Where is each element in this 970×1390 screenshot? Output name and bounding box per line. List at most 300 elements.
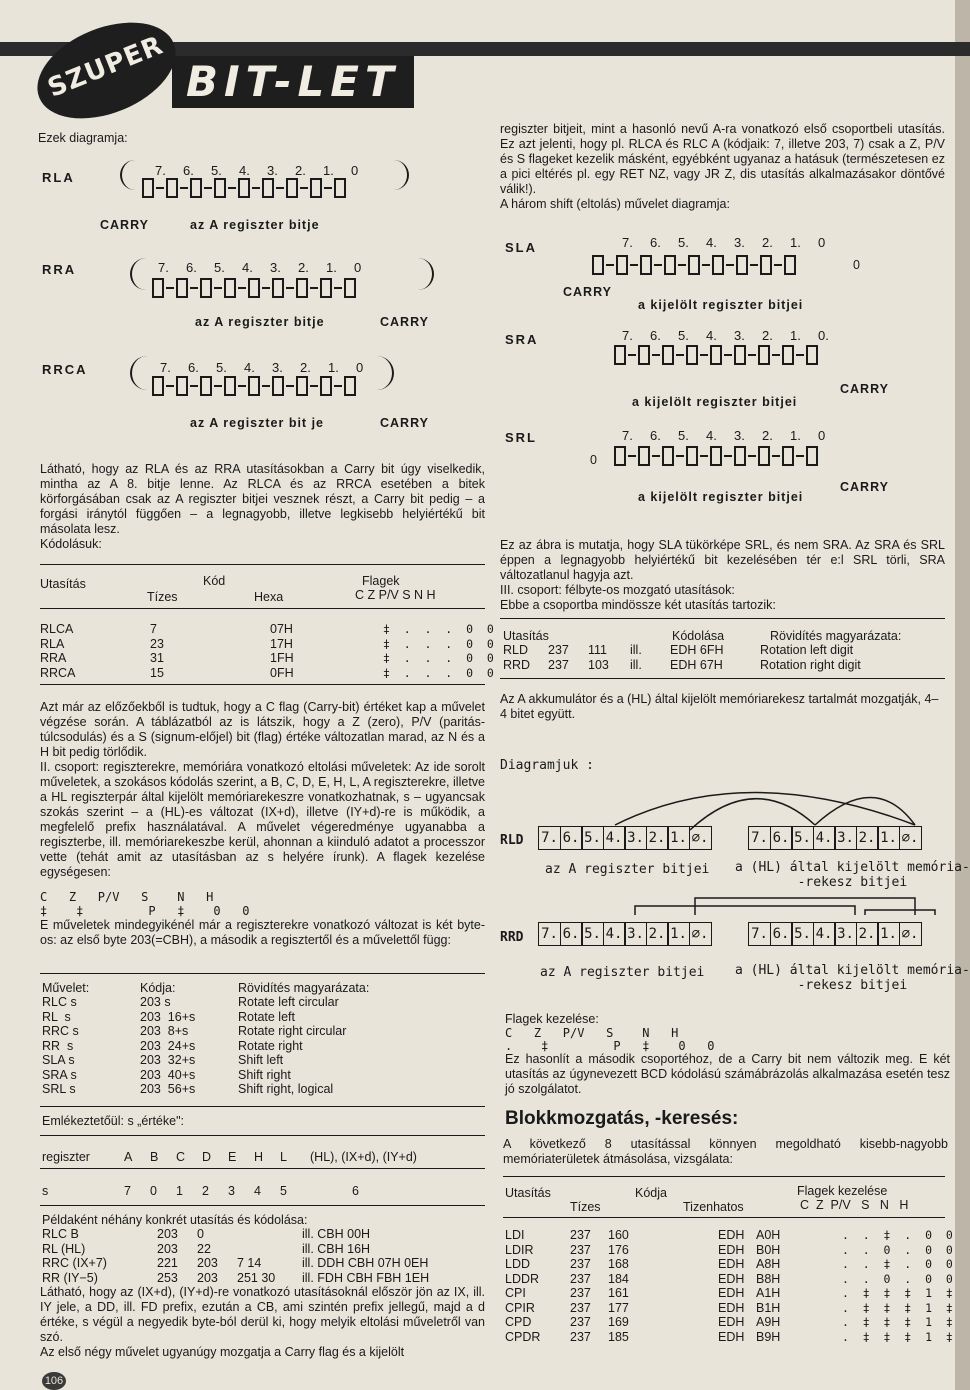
page-edge (955, 0, 970, 1390)
link-arrow (748, 455, 756, 457)
table-cell: RLCA (40, 622, 74, 636)
right-para-2: A három shift (eltolás) művelet diagramja: (500, 197, 730, 211)
nibble-cell: 5. (791, 826, 814, 850)
sla-carry-label: CARRY (563, 285, 612, 299)
rule (500, 678, 945, 679)
bit-number: 5. (678, 328, 689, 343)
register-row (42, 1148, 460, 1166)
table-cell: A8H (756, 1257, 781, 1271)
bit-cell (238, 178, 250, 198)
link-arrow (262, 287, 270, 289)
example-cell: 22 (197, 1241, 211, 1256)
link-arrow (310, 385, 318, 387)
bit-cell (176, 278, 188, 298)
rra-cells (150, 278, 358, 298)
nibble-cell: 4. (603, 922, 626, 946)
example-cell: 253 (157, 1270, 178, 1285)
nibble-cell: 5. (581, 826, 604, 850)
table-cell: 160 (608, 1228, 629, 1242)
bit-cell (190, 178, 202, 198)
table-row (505, 1272, 953, 1287)
t1-h-instr: Utasítás (40, 577, 86, 591)
bit-number: 6. (650, 235, 661, 250)
table-cell: 103 (588, 657, 609, 672)
page-title: BIT-LET (172, 56, 414, 108)
bit-cell (784, 255, 796, 275)
bit-cell (176, 376, 188, 396)
rld-caption-a: az A regiszter bitjei (545, 862, 710, 877)
sra-label: SRA (505, 332, 539, 347)
bit-cell (758, 446, 770, 466)
link-arrow (334, 385, 342, 387)
bit-number: 0. (818, 328, 829, 343)
s-value-cell: s (42, 1184, 49, 1198)
table-cell: Rotate left circular (238, 995, 339, 1009)
link-arrow (190, 287, 198, 289)
rrca-label: RRCA (42, 362, 88, 377)
rule (40, 564, 485, 565)
link-arrow (630, 264, 638, 266)
bit-cell (224, 376, 236, 396)
link-arrow (214, 287, 222, 289)
t4-h2: Kódja (635, 1186, 667, 1200)
table-row (503, 658, 940, 673)
table-cell: B0H (756, 1242, 781, 1257)
rra-caption: az A regiszter bitje (195, 315, 325, 329)
table-cell: 184 (608, 1271, 629, 1286)
bit-number: 5. (678, 235, 689, 250)
examples-title: Példaként néhány konkrét utasítás és kódolása: (42, 1213, 308, 1227)
register-cell: A (124, 1150, 133, 1164)
bit-cell (296, 376, 308, 396)
bit-number: 0 (354, 260, 362, 275)
srl-cells (612, 446, 820, 466)
rra-bit-numbers (158, 260, 376, 275)
example-cell: 203 (157, 1227, 178, 1241)
link-arrow (700, 455, 708, 457)
link-arrow (166, 287, 174, 289)
table-cell: 1FH (270, 651, 294, 665)
t4-h1: Utasítás (505, 1186, 551, 1200)
t1-h-flagek: Flagek (362, 574, 400, 588)
table-cell: CPDR (505, 1329, 541, 1344)
right-flag-row-1: C Z P/V S N H (505, 1026, 679, 1040)
rla-label: RLA (42, 170, 75, 185)
bit-number: 5. (678, 428, 689, 443)
table-cell: SRL s (42, 1082, 76, 1096)
link-arrow (676, 455, 684, 457)
table-cell: 203 16+s (140, 1009, 196, 1024)
bit-cell (710, 345, 722, 365)
table-row (42, 1082, 478, 1097)
nibble-cell: 7. (748, 826, 771, 850)
bit-number: 7. (622, 328, 633, 343)
bit-cell (200, 376, 212, 396)
bit-cell (806, 446, 818, 466)
bit-number: 7. (622, 235, 633, 250)
table-row (505, 1257, 953, 1272)
link-arrow (190, 385, 198, 387)
table-cell: Rotate right (238, 1038, 303, 1053)
bit-number: 1. (790, 235, 801, 250)
s-value-cell: 5 (280, 1184, 287, 1198)
bit-number: 6. (650, 428, 661, 443)
rld-caption-hl: a (HL) által kijelölt memória- -rekesz bitjei (735, 860, 970, 890)
nibble-cell: 1. (877, 826, 900, 850)
nibble-cell: 2. (646, 826, 669, 850)
bit-number: 1. (323, 163, 334, 178)
register-cell: (HL), (IX+d), (IY+d) (310, 1150, 417, 1164)
register-cell: C (176, 1150, 186, 1164)
bit-cell (344, 278, 356, 298)
table-row (42, 995, 478, 1010)
table-cell: CPD (505, 1315, 532, 1329)
example-cell (237, 1242, 302, 1257)
example-cell: 7 14 (237, 1256, 262, 1270)
link-arrow (324, 187, 332, 189)
example-cell: 221 (157, 1256, 178, 1270)
nibble-cell: 6. (560, 826, 583, 850)
bit-number: 0 (818, 428, 826, 443)
table-cell: EDH (718, 1257, 745, 1271)
link-arrow (606, 264, 614, 266)
table-cell: 177 (608, 1300, 629, 1315)
bit-cell (782, 345, 794, 365)
bit-cell (734, 345, 746, 365)
t1-h-flags: C Z P/V S N H (355, 588, 436, 602)
table-cell: RRA (40, 651, 67, 665)
bit-number: 0 (356, 360, 364, 375)
link-arrow (286, 287, 294, 289)
bit-number: 0 (818, 235, 826, 250)
s-value-cell: 4 (254, 1184, 261, 1198)
example-cell: RRC (IX+7) (42, 1256, 107, 1270)
table-cell: RRC s (42, 1024, 79, 1038)
bit-cell (688, 255, 700, 275)
bit-cell (710, 446, 722, 466)
nibble-cell: 2. (856, 922, 879, 946)
table-cell: ‡ . . . 0 0 (383, 651, 494, 665)
table-cell: EDH (718, 1286, 745, 1300)
srl-caption: a kijelölt regiszter bitjei (638, 490, 804, 504)
nibble-cell: 7. (538, 922, 561, 946)
bit-number: 0 (351, 163, 359, 178)
nibble-cell: 3. (834, 826, 857, 850)
bit-number: 7. (155, 163, 166, 178)
bit-number: 6. (186, 260, 197, 275)
bit-cell (214, 178, 226, 198)
table-cell: 237 (570, 1228, 591, 1242)
s-value-cell: 0 (150, 1184, 157, 1198)
nibble-cell: 4. (813, 826, 836, 850)
rla-carry-label: CARRY (100, 218, 149, 232)
t2-h3: Rövidítés magyarázata: (238, 981, 370, 995)
bit-number: 2. (300, 360, 311, 375)
flag-title: Flagek kezelése: (505, 1012, 599, 1026)
s-value-cell: 3 (228, 1184, 235, 1198)
table-cell: SRA s (42, 1067, 77, 1082)
rrd-label: RRD (500, 930, 524, 945)
right-para-3: Ez az ábra is mutatja, hogy SLA tükörképe SRL, és nem SRA. Az SRA és SRL éppen a legnagyobb helyiértékű bit kezelésében tér e:l SRL törli, SRA változatlanul hagyja azt. (500, 538, 945, 582)
link-arrow (796, 354, 804, 356)
section-heading: Blokkmozgatás, -keresés: (505, 1108, 739, 1129)
table-cell: . . ‡ . 0 0 (842, 1228, 953, 1242)
table-cell: A0H (756, 1228, 781, 1242)
nibble-cell: ∅. (899, 826, 922, 850)
example-cell: RLC B (42, 1227, 79, 1241)
right-flag-row-2: . ‡ P ‡ 0 0 (505, 1039, 715, 1053)
table2 (42, 995, 478, 1097)
bit-number: 2. (762, 428, 773, 443)
s-value-cell: 1 (176, 1184, 183, 1198)
table-cell: 237 (570, 1242, 591, 1257)
register-cell: L (280, 1150, 287, 1164)
bit-number: 7. (622, 428, 633, 443)
table-cell: EDH (718, 1228, 745, 1242)
bit-number: 4. (706, 428, 717, 443)
table-cell: LDI (505, 1228, 525, 1242)
nibble-cell: 3. (624, 826, 647, 850)
t4-h-flagek: Flagek kezelése (797, 1184, 888, 1198)
table-cell: 168 (608, 1257, 629, 1271)
nibble-cell: 3. (624, 922, 647, 946)
srl-label: SRL (505, 430, 537, 445)
table-cell: 161 (608, 1286, 629, 1300)
t1-h-tizes: Tízes (147, 590, 178, 604)
example-row (42, 1242, 482, 1257)
bit-cell (734, 446, 746, 466)
bit-number: 3. (272, 360, 283, 375)
table-cell: 07H (270, 622, 293, 636)
example-cell (237, 1227, 302, 1242)
table-cell: RRCA (40, 665, 76, 680)
table-cell: Rotate left (238, 1009, 295, 1024)
paragraph-block: A következő 8 utasítással könnyen megoldható kisebb-nagyobb memóriaterületek átmásolása, vizsgálata: (503, 1137, 948, 1166)
table-cell: RL s (42, 1009, 71, 1024)
table-cell: Shift right, logical (238, 1082, 334, 1096)
badge-text: SZUPER (43, 30, 168, 104)
link-arrow (166, 385, 174, 387)
flag-row-1: C Z P/V S N H (40, 890, 214, 904)
bit-number: 6. (188, 360, 199, 375)
intro-text: Ezek diagramja: (38, 131, 128, 145)
example-cell: ill. CBH 00H (302, 1227, 371, 1241)
table-row (40, 666, 513, 681)
table-cell: 237 (570, 1300, 591, 1315)
table-cell: Rotate right circular (238, 1024, 347, 1038)
bit-number: 2. (298, 260, 309, 275)
nibble-cell: 3. (834, 922, 857, 946)
example-cell: ill. FDH CBH FBH 1EH (302, 1270, 430, 1285)
t3-h1: Utasítás (503, 629, 549, 643)
example-cell: RL (HL) (42, 1241, 86, 1256)
srl-carry-label: CARRY (840, 480, 889, 494)
paragraph-last: Az első négy művelet ugyanúgy mozgatja a Carry flag és a kijelölt (40, 1345, 405, 1359)
rule (503, 1176, 945, 1177)
t2-h1: Művelet: (42, 981, 90, 995)
rule (40, 608, 485, 609)
table-cell: B8H (756, 1271, 781, 1286)
table-cell: LDDR (505, 1271, 540, 1286)
table-cell: 237 (570, 1286, 591, 1300)
table-cell: . . ‡ . 0 0 (842, 1257, 953, 1271)
rule (40, 973, 485, 974)
table-row (505, 1228, 953, 1243)
table-row (505, 1330, 953, 1345)
bit-number: 3. (734, 235, 745, 250)
bit-cell (686, 446, 698, 466)
link-arrow (700, 354, 708, 356)
examples-table (42, 1227, 482, 1285)
register-cell: H (254, 1150, 264, 1164)
link-arrow (702, 264, 710, 266)
table-cell: . ‡ ‡ ‡ 1 ‡ (842, 1286, 953, 1300)
table-cell: 203 32+s (140, 1053, 196, 1067)
nibble-cell: 1. (877, 922, 900, 946)
bit-number: 4. (242, 260, 253, 275)
table-row (505, 1315, 953, 1330)
right-para-4: III. csoport: félbyte-os mozgató utasítások: (500, 583, 735, 597)
table-cell: 23 (150, 636, 164, 651)
table-cell: Shift left (238, 1053, 284, 1067)
bit-number: 4. (706, 328, 717, 343)
bit-number: 5. (214, 260, 225, 275)
bit-number: 7. (158, 260, 169, 275)
link-arrow (228, 187, 236, 189)
table-cell: 237 (570, 1271, 591, 1286)
table-cell: CPI (505, 1286, 526, 1300)
rla-bit-numbers (155, 163, 373, 178)
t4-h-tizes: Tízes (570, 1200, 601, 1214)
bit-number: 1. (326, 260, 337, 275)
page-number: 106 (42, 1372, 66, 1390)
rrca-cells (150, 376, 358, 396)
table-cell: Shift right (238, 1067, 291, 1082)
rrd-a-register (538, 922, 710, 946)
table-cell: LDD (505, 1257, 531, 1271)
example-cell: ill. DDH CBH 07H 0EH (302, 1256, 429, 1270)
link-arrow (724, 354, 732, 356)
right-para-1: regiszter bitjeit, mint a hasonló nevű A-ra vonatkozó első csoportbeli utasítás. Ez azt jelenti, hogy pl. RLCA és RLC A (kódjaik: 7, illetve 203, 7) csak a Z, P/V és S flageket kezelik másként, egyébként ugyanaz a hatásuk (természetesen ez a pici eltérés pl. egy RET NZ, vagy JR Z, dis utasítás alkalmazásakor döntővé válik!). (500, 122, 945, 196)
link-arrow (180, 187, 188, 189)
flag-row-2: ‡ ‡ P ‡ 0 0 (40, 904, 250, 918)
para-1: Látható, hogy az RLA és az RRA utasításokban a Carry bit úgy viselkedik, mintha az A 8. bitje lenne. Az RLCA és az RRCA esetében a bitek körforgásában csak az A regiszter bitjei vesznek részt, a Carry bit pedig – a forgási iránytól függően – a legnagyobb, illetve legkisebb helyiértékű bit másolata lesz. (40, 462, 485, 536)
table-cell: 176 (608, 1242, 629, 1257)
rule (40, 1205, 485, 1206)
bit-cell (614, 345, 626, 365)
table-row (40, 622, 513, 637)
link-arrow (652, 455, 660, 457)
table-cell: RLC s (42, 995, 77, 1009)
table-cell: RR s (42, 1038, 74, 1053)
paragraph-flags (40, 700, 485, 880)
example-cell: 0 (197, 1227, 204, 1241)
bit-cell (806, 345, 818, 365)
bit-number: 4. (239, 163, 250, 178)
example-cell: 203 (197, 1256, 218, 1270)
bit-number: 3. (267, 163, 278, 178)
bit-cell (224, 278, 236, 298)
s-value-cell: 2 (202, 1184, 209, 1198)
link-arrow (214, 385, 222, 387)
table-cell: Rotation left digit (760, 643, 854, 657)
para-3: II. csoport: regiszterekre, memóriára vonatkozó eltolási műveletek: Az ide sorolt műveletek, a szokásos kódolás szerint, a B, C, D, E, H, L, A regiszterekre, illetve a HL regiszterpár által kijelölt memóriarekeszre vonatkozhatnak, s – ugyancsak szokás szerint – a (HL)-es változat (IX+d), illetve (IY+d)-re is működik, a megfelelő prefix használatával. A művelet végeredménye ugyanabba a regiszterbe, ill. memóriarekeszbe kerül, ahonnan a kiinduló adatot a processzor vette (tehát amit az utasításban az s helyére írunk). A flagek kezelése egységesen: (40, 760, 485, 879)
bit-cell (662, 446, 674, 466)
table-row (42, 1024, 478, 1039)
bit-cell (262, 178, 274, 198)
link-arrow (204, 187, 212, 189)
table-row (42, 1053, 478, 1068)
bit-cell (296, 278, 308, 298)
table-cell: 17H (270, 636, 293, 651)
sra-caption: a kijelölt regiszter bitjei (632, 395, 798, 409)
s-value-cell: 6 (352, 1184, 359, 1198)
link-arrow (334, 287, 342, 289)
link-arrow (628, 455, 636, 457)
bit-cell (758, 345, 770, 365)
rrd-caption-hl: a (HL) által kijelölt memória- -rekesz bitjei (735, 963, 970, 993)
bit-cell (286, 178, 298, 198)
nibble-cell: ∅. (689, 826, 712, 850)
t3-h2: Kódolása (672, 629, 725, 643)
table-cell: 185 (608, 1329, 629, 1344)
link-arrow (772, 354, 780, 356)
register-cell: B (150, 1150, 159, 1164)
link-arrow (310, 287, 318, 289)
bit-cell (640, 255, 652, 275)
link-arrow (276, 187, 284, 189)
table-cell: ‡ . . . 0 0 (383, 622, 494, 636)
table-cell: . ‡ ‡ ‡ 1 ‡ (842, 1329, 953, 1344)
example-cell: 203 (197, 1270, 218, 1285)
right-para-5: Ebbe a csoportba mindössze két utasítás tartozik: (500, 598, 776, 612)
table-cell: 237 (548, 643, 569, 657)
table-row (42, 1039, 478, 1054)
t4-h-flags: C Z P/V S N H (800, 1198, 909, 1212)
s-value-cell: 7 (124, 1184, 131, 1198)
rule (503, 1217, 945, 1218)
bit-cell (662, 345, 674, 365)
nibble-cell: 2. (646, 922, 669, 946)
table-cell: 237 (570, 1329, 591, 1344)
bit-number: 5. (211, 163, 222, 178)
link-arrow (750, 264, 758, 266)
table-cell: SLA s (42, 1053, 75, 1067)
table-cell: EDH (718, 1315, 745, 1329)
t2-h2: Kódja: (140, 981, 176, 995)
bit-number: 2. (762, 328, 773, 343)
rule (40, 1168, 485, 1169)
nibble-cell: ∅. (899, 922, 922, 946)
bit-number: 1. (790, 328, 801, 343)
table-cell: 203 8+s (140, 1024, 189, 1038)
bit-cell (782, 446, 794, 466)
bit-cell (272, 278, 284, 298)
sra-carry-label: CARRY (840, 382, 889, 396)
link-arrow (628, 354, 636, 356)
bit-cell (712, 255, 724, 275)
table-cell: EDH 6FH (670, 643, 724, 657)
bit-cell (334, 178, 346, 198)
link-arrow (654, 264, 662, 266)
table-cell: RRD (503, 657, 531, 672)
table-cell: A9H (756, 1315, 781, 1329)
nibble-cell: 7. (538, 826, 561, 850)
bit-cell (664, 255, 676, 275)
table-cell: ‡ . . . 0 0 (383, 636, 494, 651)
table4 (505, 1228, 953, 1344)
link-arrow (300, 187, 308, 189)
